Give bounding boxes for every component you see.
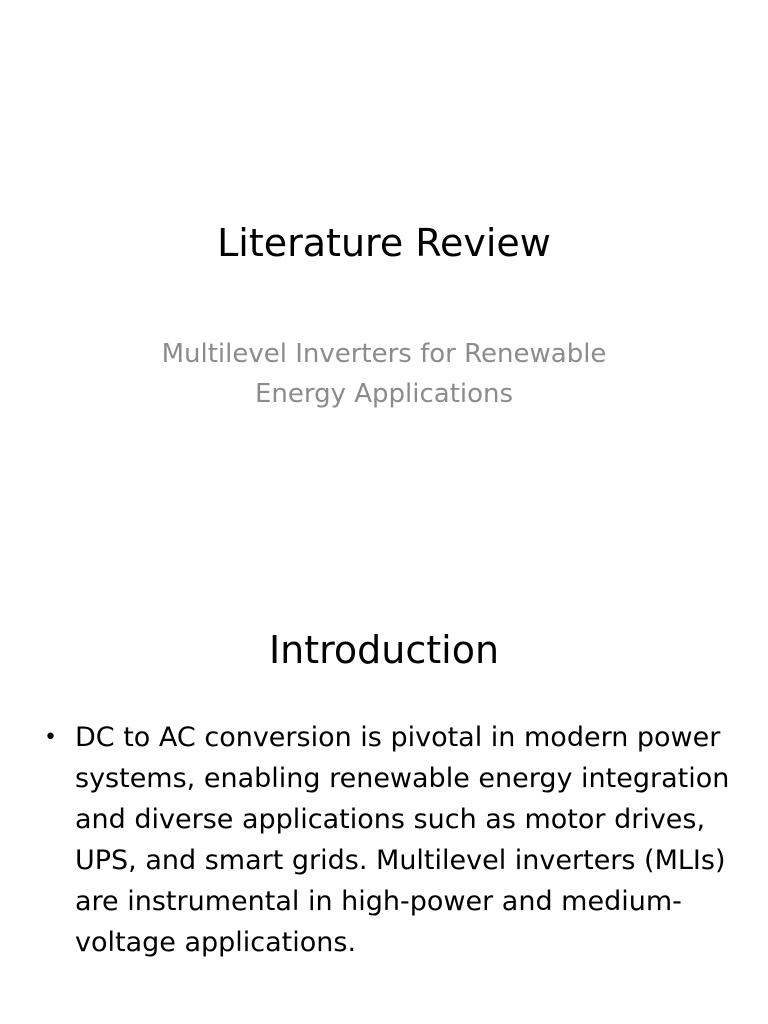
introduction-slide — [0, 512, 768, 1024]
bullet-text: DC to AC conversion is pivotal in modern power systems, enabling renewable energy integration and diverse applications such as motor drives, UPS, and smart grids. Multilevel inverters (MLIs) are instrumental in high-power and medium-voltage applications. — [75, 722, 730, 958]
slide-title: Introduction — [268, 628, 500, 672]
slide-subtitle: Multilevel Inverters for Renewable Energy Applications — [161, 339, 607, 409]
bullet-list — [42, 717, 732, 963]
bullet-item — [42, 717, 732, 963]
bullet-icon: • — [44, 725, 57, 750]
slide-title: Literature Review — [217, 221, 551, 265]
